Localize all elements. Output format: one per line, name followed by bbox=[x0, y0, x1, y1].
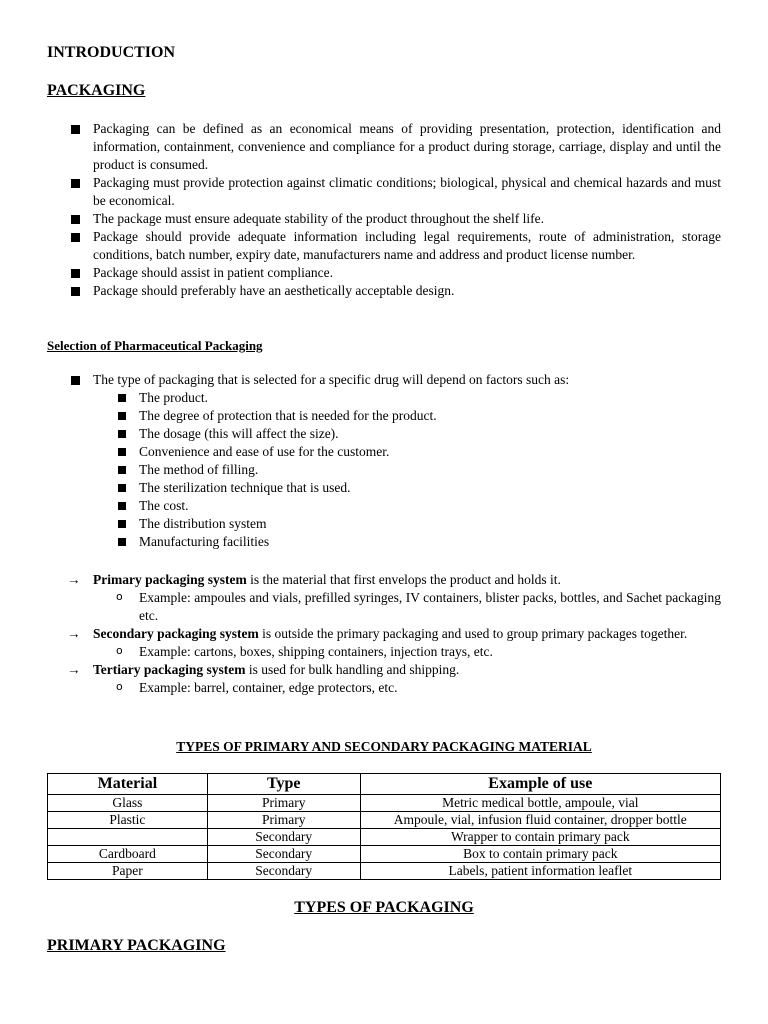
table-cell: Box to contain primary pack bbox=[360, 846, 720, 863]
table-row bbox=[48, 846, 721, 863]
list-item: The product. bbox=[47, 389, 721, 407]
list-item: The dosage (this will affect the size). bbox=[47, 425, 721, 443]
list-item: The cost. bbox=[47, 497, 721, 515]
tertiary-system-term: Tertiary packaging system bbox=[93, 662, 246, 677]
packaging-material-table bbox=[47, 773, 721, 880]
table-cell: Ampoule, vial, infusion fluid container, dropper bottle bbox=[360, 812, 720, 829]
list-item: The degree of protection that is needed for the product. bbox=[47, 407, 721, 425]
example-text: Example: cartons, boxes, shipping containers, injection trays, etc. bbox=[139, 644, 493, 659]
primary-system-term: Primary packaging system bbox=[93, 572, 247, 587]
arrow-icon: → bbox=[67, 662, 81, 677]
intro-heading: INTRODUCTION bbox=[47, 44, 176, 61]
types-of-packaging-heading: TYPES OF PACKAGING bbox=[294, 899, 474, 916]
table-cell: Wrapper to contain primary pack bbox=[360, 829, 720, 846]
column-header: Material bbox=[48, 774, 208, 795]
primary-system-example bbox=[47, 589, 721, 625]
list-item: The method of filling. bbox=[47, 461, 721, 479]
table-cell: Glass bbox=[48, 795, 208, 812]
table-cell: Cardboard bbox=[48, 846, 208, 863]
example-text: Example: ampoules and vials, prefilled syringes, IV containers, blister packs, bottles, and Sachet packaging etc. bbox=[139, 590, 721, 623]
primary-system-text: is the material that first envelops the product and holds it. bbox=[246, 572, 561, 587]
table-cell: Primary bbox=[207, 795, 360, 812]
arrow-icon: → bbox=[67, 626, 81, 641]
table-heading: TYPES OF PRIMARY AND SECONDARY PACKAGING MATERIAL bbox=[176, 739, 592, 754]
table-row bbox=[48, 795, 721, 812]
selection-list bbox=[47, 371, 721, 551]
primary-system-item bbox=[47, 571, 721, 589]
circle-bullet-icon: o bbox=[116, 644, 123, 657]
primary-packaging-heading: PRIMARY PACKAGING bbox=[47, 937, 226, 954]
table-cell: Plastic bbox=[48, 812, 208, 829]
packaging-heading: PACKAGING bbox=[47, 82, 146, 99]
table-header-row bbox=[48, 774, 721, 795]
list-item: Package should provide adequate information including legal requirements, route of administration, storage conditions, batch number, expiry date, manufacturers name and address and product license number. bbox=[47, 228, 721, 264]
circle-bullet-icon: o bbox=[116, 590, 123, 603]
tertiary-system-example bbox=[47, 679, 721, 697]
example-text: Example: barrel, container, edge protectors, etc. bbox=[139, 680, 398, 695]
list-item: The type of packaging that is selected for a specific drug will depend on factors such as: bbox=[47, 371, 721, 389]
column-header: Example of use bbox=[360, 774, 720, 795]
secondary-system-item bbox=[47, 625, 721, 643]
table-cell: Labels, patient information leaflet bbox=[360, 863, 720, 880]
list-item: The distribution system bbox=[47, 515, 721, 533]
table-cell: Secondary bbox=[207, 829, 360, 846]
secondary-system-example bbox=[47, 643, 721, 661]
list-item: Packaging must provide protection against climatic conditions; biological, physical and chemical hazards and must be economical. bbox=[47, 174, 721, 210]
list-item: Manufacturing facilities bbox=[47, 533, 721, 551]
packaging-systems bbox=[47, 571, 721, 697]
selection-heading: Selection of Pharmaceutical Packaging bbox=[47, 338, 263, 353]
table-cell: Secondary bbox=[207, 863, 360, 880]
table-cell: Secondary bbox=[207, 846, 360, 863]
table-cell: Paper bbox=[48, 863, 208, 880]
table-row bbox=[48, 863, 721, 880]
list-item: Packaging can be defined as an economical means of providing presentation, protection, identification and information, containment, convenience and compliance for a product during storage, carriage, display and until the product is consumed. bbox=[47, 120, 721, 174]
list-item: The sterilization technique that is used. bbox=[47, 479, 721, 497]
list-item: Package should assist in patient compliance. bbox=[47, 264, 721, 282]
list-item: Convenience and ease of use for the customer. bbox=[47, 443, 721, 461]
circle-bullet-icon: o bbox=[116, 680, 123, 693]
list-item: Package should preferably have an aesthetically acceptable design. bbox=[47, 282, 721, 300]
arrow-icon: → bbox=[67, 572, 81, 587]
secondary-system-term: Secondary packaging system bbox=[93, 626, 259, 641]
table-row bbox=[48, 812, 721, 829]
secondary-system-text: is outside the primary packaging and used to group primary packages together. bbox=[258, 626, 688, 641]
table-row bbox=[48, 829, 721, 846]
column-header: Type bbox=[207, 774, 360, 795]
packaging-points-list bbox=[47, 120, 721, 300]
table-cell bbox=[48, 829, 208, 846]
table-cell: Metric medical bottle, ampoule, vial bbox=[360, 795, 720, 812]
tertiary-system-item bbox=[47, 661, 721, 679]
tertiary-system-text: is used for bulk handling and shipping. bbox=[245, 662, 460, 677]
list-item: The package must ensure adequate stability of the product throughout the shelf life. bbox=[47, 210, 721, 228]
table-cell: Primary bbox=[207, 812, 360, 829]
